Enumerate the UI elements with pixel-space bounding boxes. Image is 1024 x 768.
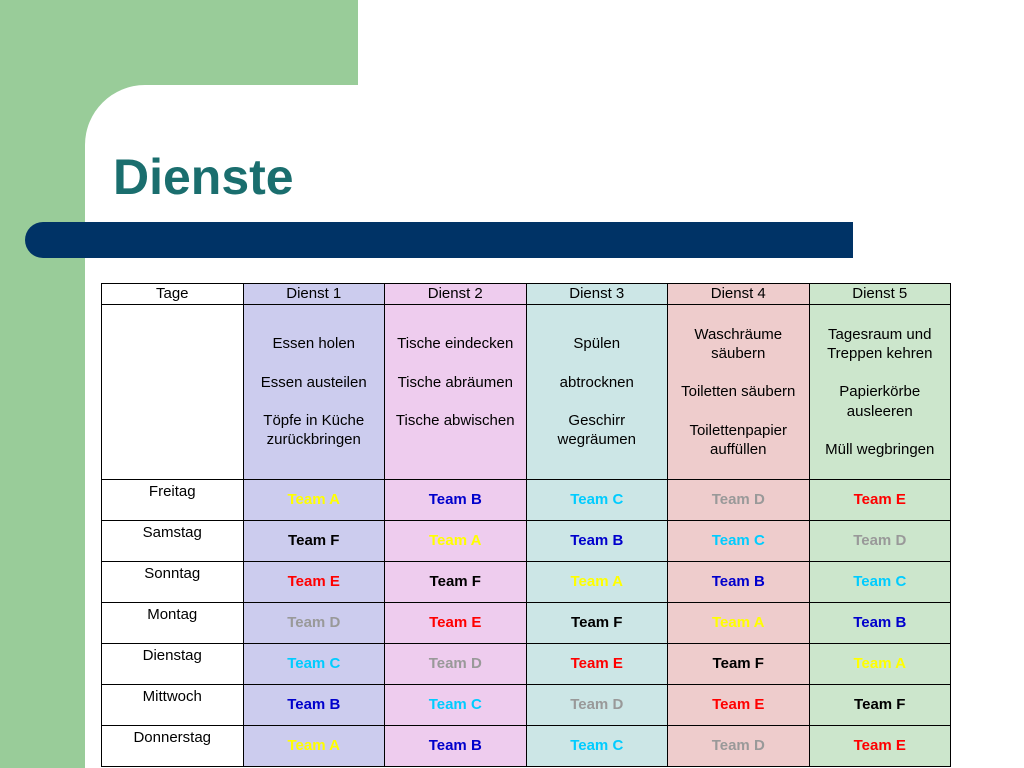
team-assignment: Team E — [385, 603, 527, 644]
description-line: säubern — [711, 345, 766, 362]
empty-day-cell — [102, 305, 244, 480]
description-line: abtrocknen — [559, 373, 634, 391]
dienst-5-description — [809, 305, 951, 480]
header-tage: Tage — [102, 284, 244, 305]
team-assignment: Team A — [809, 644, 951, 685]
team-assignment: Team E — [526, 644, 668, 685]
team-assignment: Team A — [668, 603, 810, 644]
title-underline-bar — [25, 222, 853, 258]
header-dienst-2: Dienst 2 — [385, 284, 527, 305]
team-assignment: Team C — [526, 480, 668, 521]
line-gap — [671, 363, 806, 382]
description-line: wegräumen — [557, 431, 636, 449]
description-line: Geschirr — [568, 412, 626, 430]
day-label: Montag — [102, 603, 244, 644]
description-line: auffüllen — [710, 440, 767, 458]
team-assignment: Team D — [385, 644, 527, 685]
team-assignment: Team B — [243, 685, 385, 726]
day-row-dienstag — [102, 644, 951, 685]
header-dienst-3: Dienst 3 — [526, 284, 668, 305]
description-line: Müll wegbringen — [825, 440, 935, 458]
day-label: Dienstag — [102, 644, 244, 685]
team-assignment: Team E — [668, 685, 810, 726]
team-assignment: Team D — [243, 603, 385, 644]
description-line: ausleeren — [846, 402, 913, 420]
team-assignment: Team B — [526, 521, 668, 562]
day-row-sonntag — [102, 562, 951, 603]
team-assignment: Team D — [526, 685, 668, 726]
team-assignment: Team B — [668, 562, 810, 603]
day-label: Donnerstag — [102, 726, 244, 767]
dienst-3-description — [526, 305, 668, 480]
header-row — [102, 284, 951, 305]
team-assignment: Team F — [668, 644, 810, 685]
description-line: Tische abräumen — [397, 373, 513, 391]
description-line: Tische abwischen — [395, 412, 515, 430]
day-label: Freitag — [102, 480, 244, 521]
line-gap — [813, 421, 948, 440]
dienst-1-description — [243, 305, 385, 480]
team-assignment: Team A — [385, 521, 527, 562]
team-assignment: Team C — [809, 562, 951, 603]
team-assignment: Team E — [809, 480, 951, 521]
team-assignment: Team F — [809, 685, 951, 726]
team-assignment: Team D — [809, 521, 951, 562]
team-assignment: Team C — [668, 521, 810, 562]
day-row-samstag — [102, 521, 951, 562]
description-line: Tagesraum und — [828, 325, 932, 343]
description-line: Papierkörbe — [839, 383, 921, 401]
line-gap — [530, 354, 665, 373]
description-line: zurückbringen — [266, 431, 361, 449]
team-assignment: Team A — [243, 480, 385, 521]
line-gap — [530, 392, 665, 411]
line-gap — [671, 402, 806, 421]
header-dienst-5: Dienst 5 — [809, 284, 951, 305]
team-assignment: Team B — [385, 480, 527, 521]
team-assignment: Team D — [668, 480, 810, 521]
line-gap — [388, 430, 523, 449]
dienst-4-description — [668, 305, 810, 480]
team-assignment: Team F — [385, 562, 527, 603]
day-label: Sonntag — [102, 562, 244, 603]
day-row-freitag — [102, 480, 951, 521]
team-assignment: Team B — [809, 603, 951, 644]
team-assignment: Team F — [243, 521, 385, 562]
description-line: Essen austeilen — [260, 373, 367, 391]
line-gap — [388, 392, 523, 411]
team-assignment: Team E — [243, 562, 385, 603]
description-row — [102, 305, 951, 480]
line-gap — [388, 354, 523, 373]
description-line: Töpfe in Küche — [263, 412, 365, 430]
team-assignment: Team C — [385, 685, 527, 726]
day-label: Mittwoch — [102, 685, 244, 726]
team-assignment: Team D — [668, 726, 810, 767]
dienst-2-description — [385, 305, 527, 480]
header-dienst-1: Dienst 1 — [243, 284, 385, 305]
day-row-mittwoch — [102, 685, 951, 726]
description-line: Essen holen — [272, 335, 356, 353]
day-row-donnerstag — [102, 726, 951, 767]
team-assignment: Team A — [526, 562, 668, 603]
team-assignment: Team F — [526, 603, 668, 644]
team-assignment: Team C — [526, 726, 668, 767]
page-title: Dienste — [113, 149, 294, 205]
day-label: Samstag — [102, 521, 244, 562]
line-gap — [247, 354, 382, 373]
team-assignment: Team C — [243, 644, 385, 685]
description-line: Tische eindecken — [397, 335, 514, 353]
description-line: Toiletten säubern — [681, 383, 796, 401]
team-assignment: Team A — [243, 726, 385, 767]
duty-schedule-table — [101, 283, 951, 767]
description-line: Waschräume — [694, 325, 783, 343]
line-gap — [247, 392, 382, 411]
day-row-montag — [102, 603, 951, 644]
description-line: Toilettenpapier — [689, 421, 788, 439]
line-gap — [813, 363, 948, 382]
team-assignment: Team E — [809, 726, 951, 767]
header-dienst-4: Dienst 4 — [668, 284, 810, 305]
description-line: Spülen — [573, 335, 621, 353]
description-line: Treppen kehren — [827, 345, 933, 362]
team-assignment: Team B — [385, 726, 527, 767]
